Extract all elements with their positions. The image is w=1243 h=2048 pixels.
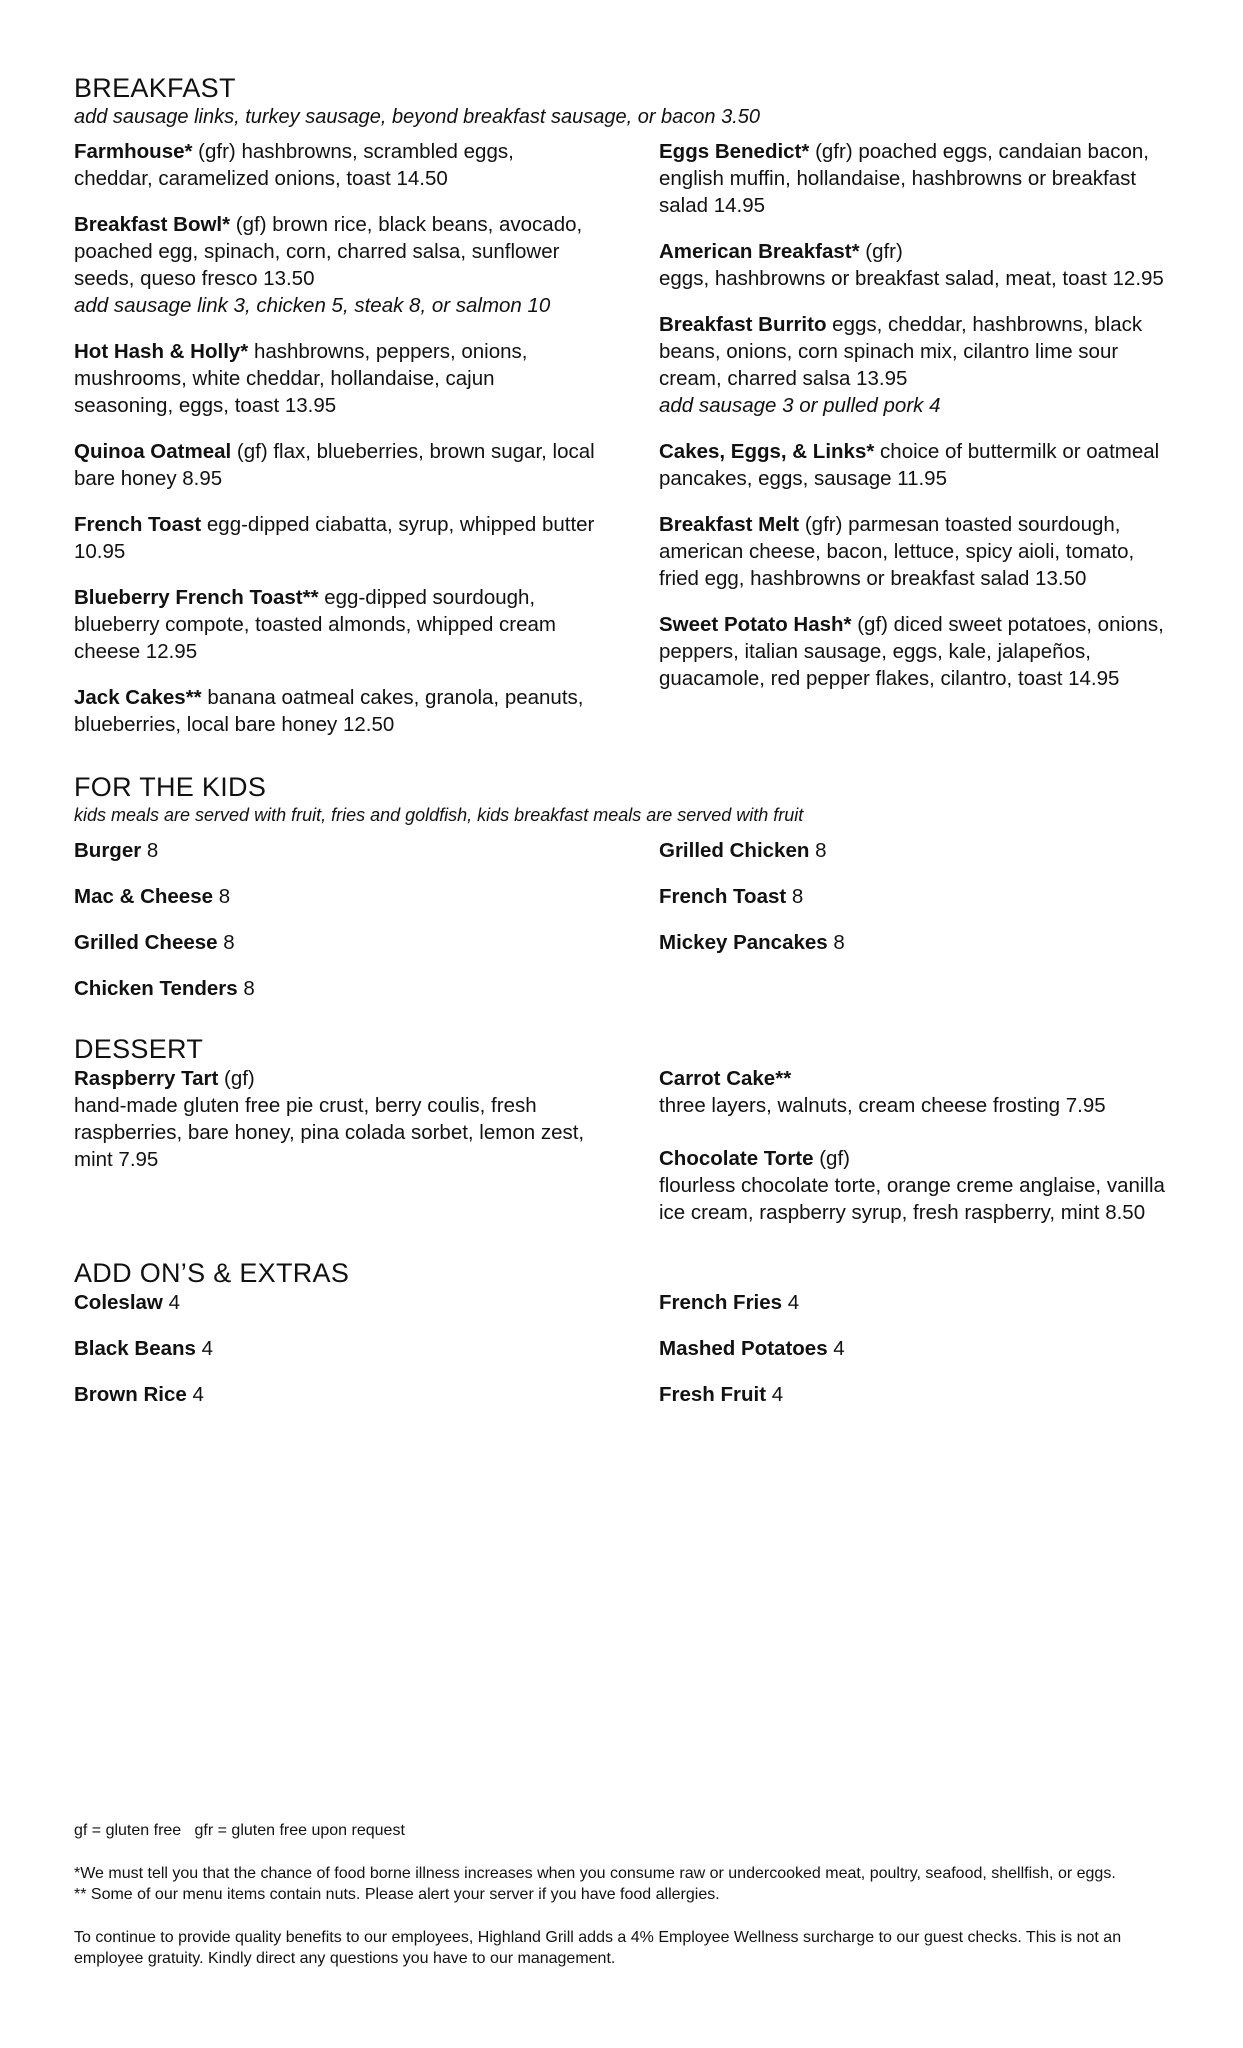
item-price: 8 — [141, 839, 159, 862]
extras-left-column — [74, 1289, 597, 1427]
kids-left-column — [74, 837, 597, 1021]
item-name: Mashed Potatoes — [659, 1337, 828, 1360]
menu-item-kids-french-toast — [659, 883, 1174, 910]
item-name: Jack Cakes** — [74, 686, 202, 709]
menu-item-grilled-cheese — [74, 929, 597, 956]
menu-item-jack-cakes — [74, 684, 597, 738]
menu-item-quinoa-oatmeal — [74, 438, 597, 492]
item-name: American Breakfast* — [659, 240, 860, 263]
item-desc: (gfr) — [859, 240, 903, 263]
item-desc: hashbrowns, peppers, onions, mushrooms, white cheddar, hollandaise, cajun seasoning, eggs, toast 13.95 — [74, 340, 528, 417]
item-price: 4 — [782, 1291, 800, 1314]
item-price: 8 — [809, 839, 827, 862]
item-name: Blueberry French Toast** — [74, 586, 319, 609]
item-addon-note: add sausage 3 or pulled pork 4 — [659, 394, 941, 417]
item-desc: egg-dipped sourdough, blueberry compote, toasted almonds, whipped cream cheese 12.95 — [74, 586, 557, 663]
extras-right-column — [659, 1289, 1174, 1427]
kids-right-column — [659, 837, 1174, 1021]
menu-item-grilled-chicken — [659, 837, 1174, 864]
item-desc: (gfr) parmesan toasted sourdough, american cheese, bacon, lettuce, spicy aioli, tomato, fried egg, hashbrowns or breakfast salad 13.50 — [659, 513, 1135, 590]
breakfast-left-column — [74, 138, 597, 757]
item-name: Mickey Pancakes — [659, 931, 828, 954]
item-name: Cakes, Eggs, & Links* — [659, 440, 875, 463]
menu-item-burger — [74, 837, 597, 864]
menu-item-mac-cheese — [74, 883, 597, 910]
breakfast-section — [74, 72, 1174, 757]
extras-title: ADD ON’S & EXTRAS — [74, 1258, 350, 1288]
breakfast-title: BREAKFAST — [74, 73, 236, 103]
item-price: 8 — [217, 931, 235, 954]
item-tag: (gf) — [813, 1147, 850, 1170]
allergy-warnings — [74, 1863, 1174, 1905]
item-price: 4 — [827, 1337, 845, 1360]
item-price: 8 — [786, 885, 804, 908]
menu-item-chicken-tenders — [74, 975, 597, 1002]
item-desc: three layers, walnuts, cream cheese frosting 7.95 — [659, 1094, 1106, 1117]
menu-item-coleslaw — [74, 1289, 597, 1316]
item-name: Breakfast Melt — [659, 513, 800, 536]
item-desc: banana oatmeal cakes, granola, peanuts, blueberries, local bare honey 12.50 — [74, 686, 584, 736]
menu-item-brown-rice — [74, 1381, 597, 1408]
menu-item-french-toast — [74, 511, 597, 565]
item-price: 4 — [186, 1383, 204, 1406]
item-name: Grilled Chicken — [659, 839, 810, 862]
menu-footer — [74, 1820, 1174, 1987]
item-desc: hand-made gluten free pie crust, berry coulis, fresh raspberries, bare honey, pina colada sorbet, lemon zest, mint 7.95 — [74, 1094, 585, 1171]
item-name: Quinoa Oatmeal — [74, 440, 232, 463]
menu-item-carrot-cake — [659, 1065, 1174, 1119]
item-desc: flourless chocolate torte, orange creme anglaise, vanilla ice cream, raspberry syrup, fresh raspberry, mint 8.50 — [659, 1174, 1165, 1224]
menu-item-sweet-potato-hash — [659, 611, 1174, 692]
menu-item-breakfast-melt — [659, 511, 1174, 592]
food-illness-warning: *We must tell you that the chance of food borne illness increases when you consume raw or undercooked meat, poultry, seafood, shellfish, or eggs. — [74, 1865, 1116, 1882]
extras-section — [74, 1257, 1174, 1427]
item-desc: (gf) diced sweet potatoes, onions, peppers, italian sausage, eggs, kale, jalapeños, guacamole, red pepper flakes, cilantro, toast 14.95 — [659, 613, 1164, 690]
gluten-legend: gf = gluten free gfr = gluten free upon request — [74, 1822, 405, 1839]
item-name: Brown Rice — [74, 1383, 187, 1406]
menu-item-raspberry-tart — [74, 1065, 597, 1173]
item-desc: (gfr) hashbrowns, scrambled eggs, cheddar, caramelized onions, toast 14.50 — [74, 140, 514, 190]
menu-item-blueberry-french-toast — [74, 584, 597, 665]
item-name: French Toast — [74, 513, 202, 536]
item-name: Raspberry Tart — [74, 1067, 219, 1090]
item-name: Chicken Tenders — [74, 977, 238, 1000]
menu-item-farmhouse — [74, 138, 597, 192]
item-price: 8 — [213, 885, 231, 908]
item-name: Burger — [74, 839, 142, 862]
dessert-right-column — [659, 1065, 1174, 1245]
item-price: 4 — [195, 1337, 214, 1360]
item-desc: (gfr) poached eggs, candaian bacon, english muffin, hollandaise, hashbrowns or breakfast salad 14.95 — [659, 140, 1149, 217]
item-desc: eggs, cheddar, hashbrowns, black beans, onions, corn spinach mix, cilantro lime sour cream, charred salsa 13.95 — [659, 313, 1143, 390]
item-desc: egg-dipped ciabatta, syrup, whipped butter 10.95 — [74, 513, 595, 563]
item-name: Breakfast Bowl* — [74, 213, 231, 236]
item-name: Sweet Potato Hash* — [659, 613, 852, 636]
item-name: Coleslaw — [74, 1291, 163, 1314]
menu-item-black-beans — [74, 1335, 597, 1362]
menu-item-american-breakfast — [659, 238, 1174, 292]
item-price: 8 — [827, 931, 845, 954]
breakfast-right-column — [659, 138, 1174, 757]
item-desc: choice of buttermilk or oatmeal pancakes, eggs, sausage 11.95 — [659, 440, 1160, 490]
item-tag: (gf) — [218, 1067, 255, 1090]
item-name: Hot Hash & Holly* — [74, 340, 249, 363]
item-name: Fresh Fruit — [659, 1383, 767, 1406]
item-name: Black Beans — [74, 1337, 196, 1360]
item-price: 4 — [766, 1383, 784, 1406]
item-desc: (gf) brown rice, black beans, avocado, poached egg, spinach, corn, charred salsa, sunflower seeds, queso fresco 13.50 — [74, 213, 583, 290]
nut-warning: ** Some of our menu items contain nuts. Please alert your server if you have food allergies. — [74, 1886, 720, 1903]
menu-item-breakfast-bowl — [74, 211, 597, 319]
item-price: 4 — [162, 1291, 180, 1314]
dessert-section — [74, 1033, 1174, 1245]
kids-section — [74, 771, 1174, 1021]
item-desc: (gf) flax, blueberries, brown sugar, local bare honey 8.95 — [74, 440, 595, 490]
item-desc-line2: eggs, hashbrowns or breakfast salad, meat, toast 12.95 — [659, 267, 1164, 290]
item-name: French Fries — [659, 1291, 783, 1314]
kids-title: FOR THE KIDS — [74, 772, 267, 802]
menu-item-french-fries — [659, 1289, 1174, 1316]
menu-item-breakfast-burrito — [659, 311, 1174, 419]
breakfast-note: add sausage links, turkey sausage, beyond breakfast sausage, or bacon 3.50 — [74, 106, 761, 128]
surcharge-notice: To continue to provide quality benefits to our employees, Highland Grill adds a 4% Employee Wellness surcharge to our guest checks. This is not an employee gratuity. Kindly direct any questions you have to our management. — [74, 1929, 1122, 1967]
item-price: 8 — [237, 977, 255, 1000]
item-name: Grilled Cheese — [74, 931, 218, 954]
menu-item-hot-hash-holly — [74, 338, 597, 419]
menu-item-mashed-potatoes — [659, 1335, 1174, 1362]
item-name: Carrot Cake** — [659, 1067, 792, 1090]
item-name: Breakfast Burrito — [659, 313, 827, 336]
item-name: Chocolate Torte — [659, 1147, 814, 1170]
menu-item-chocolate-torte — [659, 1145, 1174, 1226]
item-name: Mac & Cheese — [74, 885, 214, 908]
dessert-title: DESSERT — [74, 1034, 204, 1064]
item-addon-note: add sausage link 3, chicken 5, steak 8, or salmon 10 — [74, 294, 551, 317]
item-name: Farmhouse* — [74, 140, 193, 163]
dessert-left-column — [74, 1065, 597, 1245]
item-name: French Toast — [659, 885, 787, 908]
menu-page — [74, 72, 1174, 1427]
menu-item-eggs-benedict — [659, 138, 1174, 219]
item-name: Eggs Benedict* — [659, 140, 810, 163]
kids-note: kids meals are served with fruit, fries and goldfish, kids breakfast meals are served with fruit — [74, 805, 804, 825]
menu-item-fresh-fruit — [659, 1381, 1174, 1408]
menu-item-cakes-eggs-links — [659, 438, 1174, 492]
menu-item-mickey-pancakes — [659, 929, 1174, 956]
